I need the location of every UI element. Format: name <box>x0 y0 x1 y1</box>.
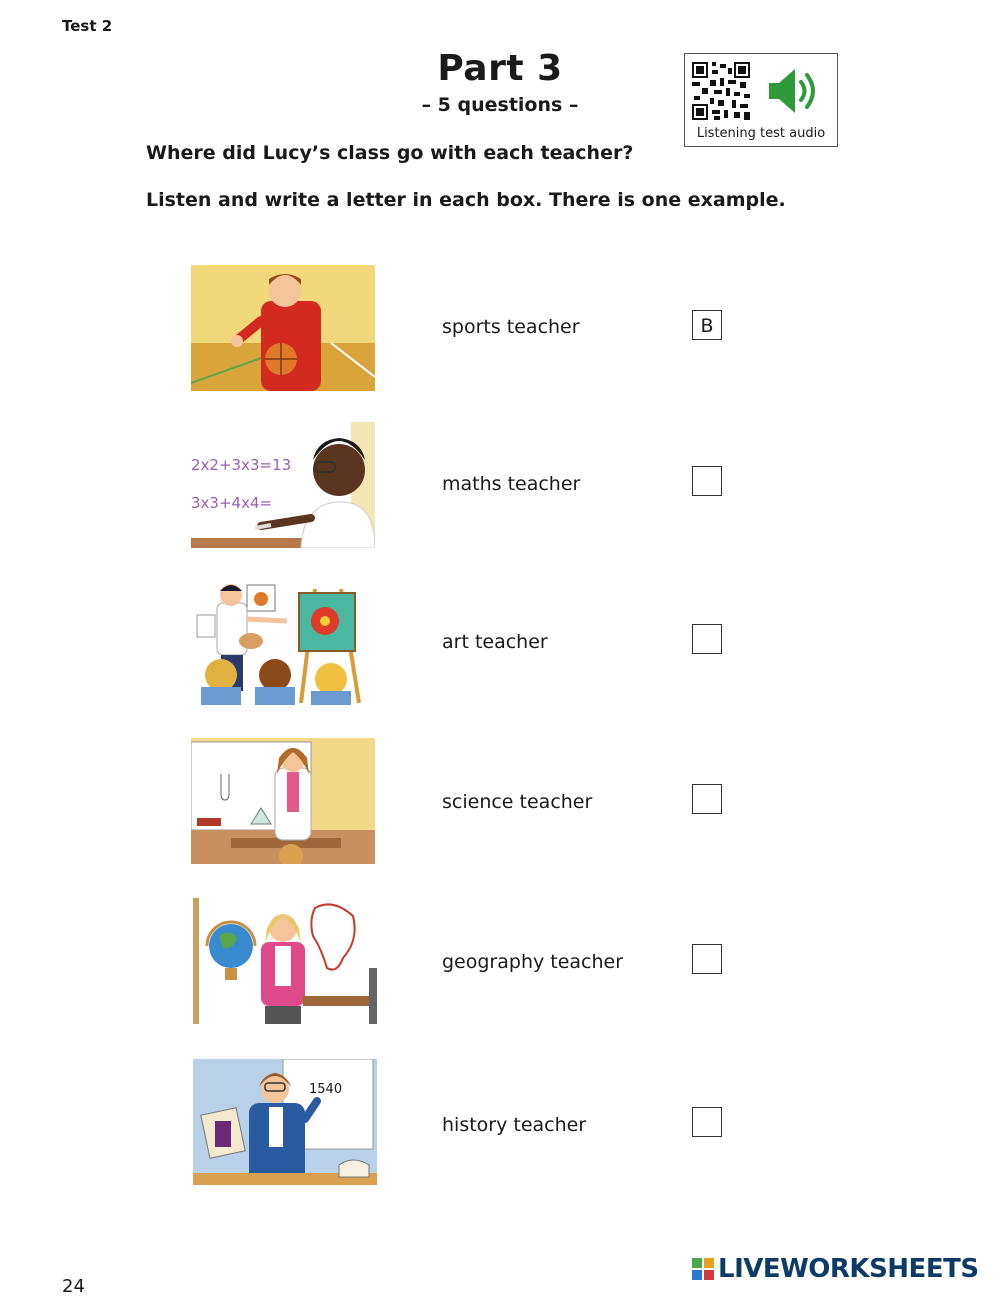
geography-teacher-picture <box>193 898 377 1024</box>
test-label: Test 2 <box>62 17 113 35</box>
art-teacher-picture <box>191 579 375 705</box>
row-label-maths-teacher: maths teacher <box>442 473 581 495</box>
science-teacher-picture <box>191 738 375 864</box>
speaker-icon <box>767 66 819 116</box>
history-year-text: 1540 <box>309 1082 343 1097</box>
row-label-art-teacher: art teacher <box>442 631 548 653</box>
answer-box-sports-teacher[interactable]: B <box>692 310 722 340</box>
liveworksheets-logo-icon <box>692 1258 714 1280</box>
part-title: Part 3 <box>437 48 563 89</box>
question-text: Where did Lucy’s class go with each teacher? <box>146 142 634 164</box>
answer-box-geography-teacher[interactable] <box>692 944 722 974</box>
part-subtitle: – 5 questions – <box>421 94 579 116</box>
instruction-text: Listen and write a letter in each box. There is one example. <box>146 189 786 211</box>
answer-box-science-teacher[interactable] <box>692 784 722 814</box>
listening-audio-button[interactable] <box>684 53 838 147</box>
answer-box-art-teacher[interactable] <box>692 624 722 654</box>
maths-teacher-picture <box>191 422 375 548</box>
page-number: 24 <box>62 1276 85 1297</box>
row-label-sports-teacher: sports teacher <box>442 316 580 338</box>
maths-equation-1: 2x2+3x3=13 <box>191 456 292 474</box>
maths-equation-2: 3x3+4x4= <box>191 494 273 512</box>
history-teacher-picture <box>193 1059 377 1185</box>
row-label-science-teacher: science teacher <box>442 791 593 813</box>
row-label-history-teacher: history teacher <box>442 1114 587 1136</box>
row-label-geography-teacher: geography teacher <box>442 951 624 973</box>
qr-code-icon <box>692 62 750 120</box>
audio-label: Listening test audio <box>696 126 826 141</box>
sports-teacher-picture <box>191 265 375 391</box>
brand-text: LIVEWORKSHEETS <box>718 1254 979 1284</box>
answer-box-maths-teacher[interactable] <box>692 466 722 496</box>
answer-box-history-teacher[interactable] <box>692 1107 722 1137</box>
